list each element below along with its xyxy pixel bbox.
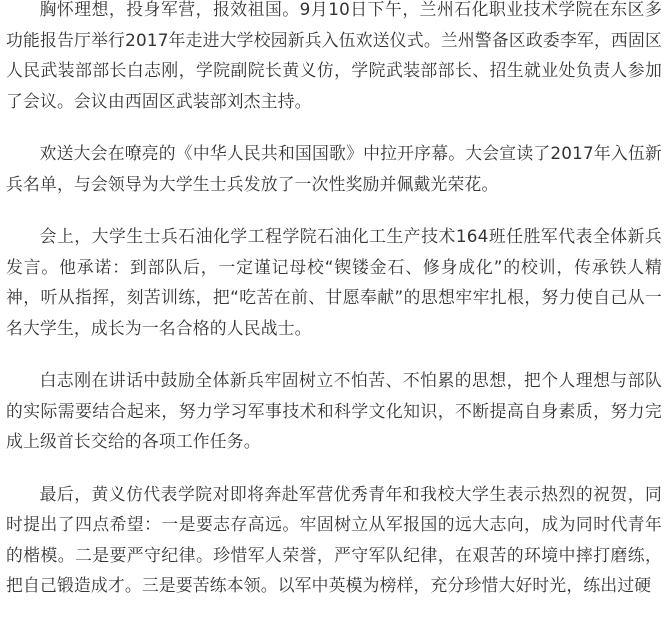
paragraph-recruit-speech: 会上，大学生士兵石油化学工程学院石油化工生产技术164班任胜军代表全体新兵发言。他承诺：到部队后，一定谨记母校“锲镂金石、修身成化”的校训，传承铁人精神，听从指挥，刻苦训练，把“吃苦在前、甘愿奉献”的思想牢牢扎根，努力使自己从一名大学生，成长为一名合格的人民战士。 (6, 226, 662, 338)
paragraph-commander-speech: 白志刚在讲话中鼓励全体新兵牢固树立不怕苦、不怕累的思想，把个人理想与部队的实际需要结合起来，努力学习军事技术和科学文化知识，不断提高自身素质，努力完成上级首长交给的各项工作任务。 (6, 370, 662, 451)
paragraph-ceremony-opening: 欢送大会在嘹亮的《中华人民共和国国歌》中拉开序幕。大会宣读了2017年入伍新兵名单，与会领导为大学生士兵发放了一次性奖励并佩戴光荣花。 (6, 143, 662, 194)
paragraph-intro: 胸怀理想，投身军营，报效祖国。9月10日下午，兰州石化职业技术学院在东区多功能报告厅举行2017年走进大学校园新兵入伍欢送仪式。兰州警备区政委李军，西固区人民武装部部长白志刚，学院副院长黄义仿，学院武装部部长、招生就业处负责人参加了会议。会议由西固区武装部刘杰主持。 (6, 0, 662, 111)
article-body (6, 0, 662, 623)
paragraph-vice-president-speech: 最后，黄义仿代表学院对即将奔赴军营优秀青年和我校大学生表示热烈的祝贺，同时提出了四点希望：一是要志存高远。牢固树立从军报国的远大志向，成为同时代青年的楷模。二是要严守纪律。珍惜军人荣誉，严守军队纪律，在艰苦的环境中摔打磨练，把自己锻造成才。三是要苦练本领。以军中英模为榜样，充分珍惜大好时光，练出过硬 (6, 483, 662, 595)
